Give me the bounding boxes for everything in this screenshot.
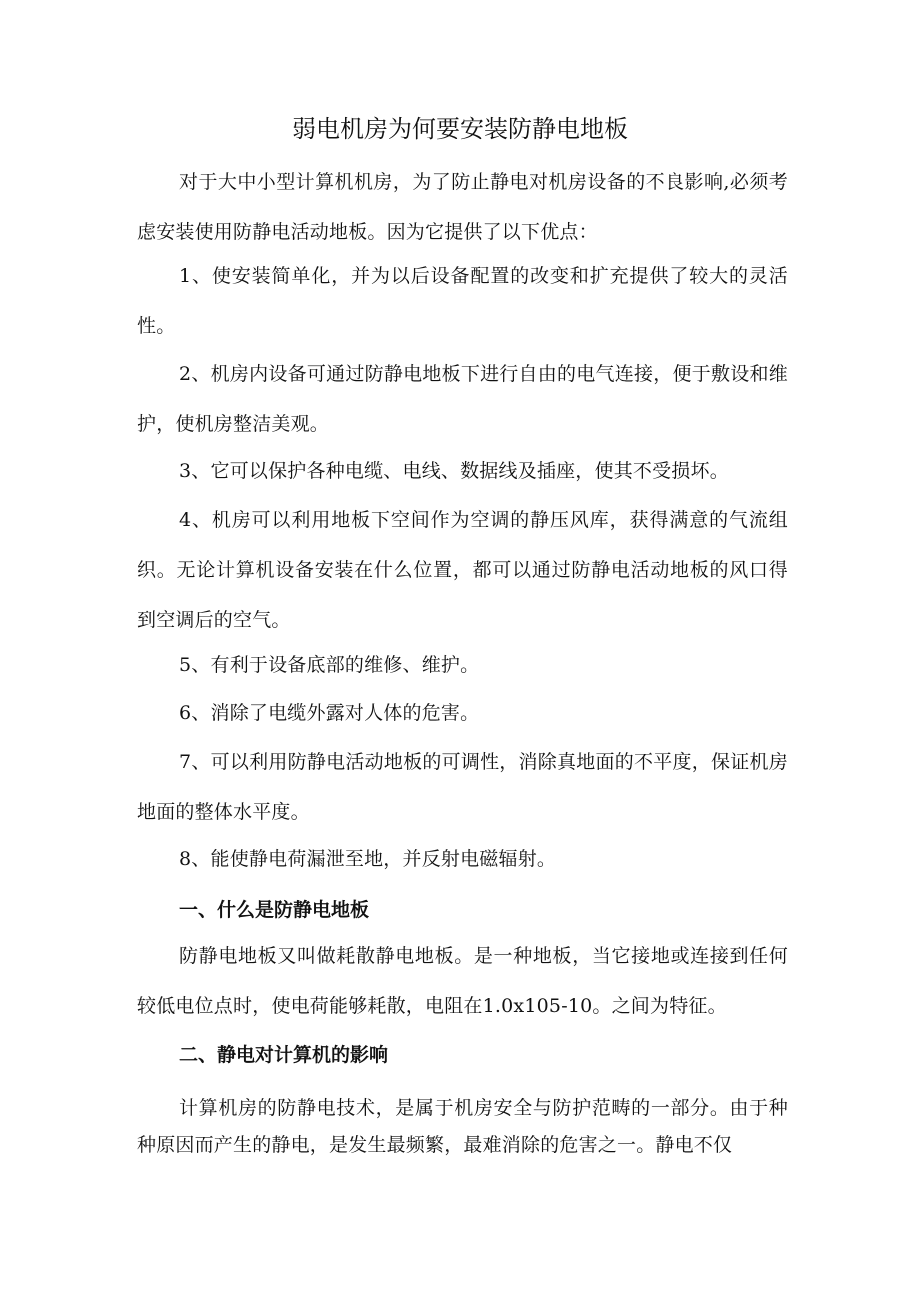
point-7: 7、可以利用防静电活动地板的可调性，消除真地面的不平度，保证机房地面的整体水平度。 xyxy=(137,751,788,823)
point-6: 6、消除了电缆外露对人体的危害。 xyxy=(179,702,480,724)
point-4: 4、机房可以利用地板下空间作为空调的静压风库，获得满意的气流组织。无论计算机设备安装在什么位置，都可以通过防静电活动地板的风口得到空调后的空气。 xyxy=(137,509,788,631)
section-heading-static-impact: 二、静电对计算机的影响 xyxy=(179,1044,389,1066)
document-title: 弱电机房为何要安装防静电地板 xyxy=(292,115,628,143)
section2-body: 计算机房的防静电技术，是属于机房安全与防护范畴的一部分。由于种种原因而产生的静电，是发生最频繁，最难消除的危害之一。静电不仅 xyxy=(137,1097,788,1156)
point-2: 2、机房内设备可通过防静电地板下进行自由的电气连接，便于敷设和维护，使机房整洁美观。 xyxy=(137,363,788,435)
point-3: 3、它可以保护各种电缆、电线、数据线及插座，使其不受损坏。 xyxy=(179,460,729,482)
section1-body: 防静电地板又叫做耗散静电地板。是一种地板，当它接地或连接到任何较低电位点时，使电荷能够耗散，电阻在1.0x105-10。之间为特征。 xyxy=(137,945,788,1017)
intro-paragraph: 对于大中小型计算机机房，为了防止静电对机房设备的不良影响,必须考虑安装使用防静电活动地板。因为它提供了以下优点： xyxy=(137,171,788,243)
point-1: 1、使安装简单化，并为以后设备配置的改变和扩充提供了较大的灵活性。 xyxy=(137,265,788,337)
section-heading-what-is: 一、什么是防静电地板 xyxy=(179,899,370,921)
point-8: 8、能使静电荷漏泄至地，并反射电磁辐射。 xyxy=(179,848,557,870)
point-5: 5、有利于设备底部的维修、维护。 xyxy=(179,654,480,676)
